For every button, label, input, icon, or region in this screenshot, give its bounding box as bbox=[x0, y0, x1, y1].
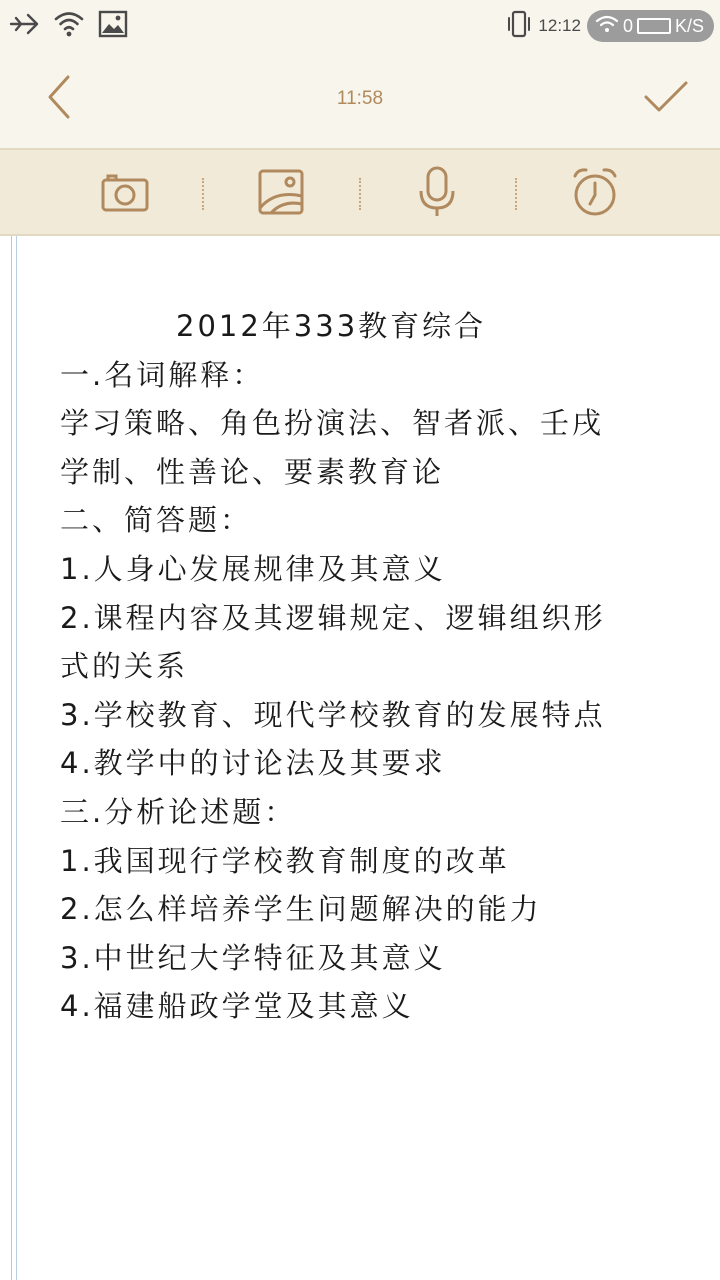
microphone-icon bbox=[417, 165, 457, 223]
insert-image-button[interactable] bbox=[253, 166, 309, 222]
note-line: 2.课程内容及其逻辑规定、逻辑组织形 bbox=[60, 600, 606, 635]
status-bar bbox=[0, 0, 720, 52]
note-line: 二、简答题： bbox=[60, 503, 253, 538]
note-title: 2012年333教育综合 bbox=[176, 309, 487, 343]
note-line: 式的关系 bbox=[60, 649, 189, 684]
image-notification-icon bbox=[98, 10, 128, 42]
note-body[interactable] bbox=[60, 302, 700, 1031]
margin-line-blue bbox=[16, 236, 17, 1280]
status-left-icons bbox=[8, 10, 128, 42]
speed-wifi-icon bbox=[595, 14, 619, 39]
status-time: 12:12 bbox=[538, 16, 581, 35]
note-line: 2.怎么样培养学生问题解决的能力 bbox=[60, 892, 542, 927]
speed-value: 0 bbox=[622, 15, 633, 36]
insert-camera-button[interactable] bbox=[97, 166, 153, 222]
separator bbox=[515, 178, 517, 210]
note-line: 3.中世纪大学特征及其意义 bbox=[60, 940, 446, 975]
note-line: 一.名词解释： bbox=[60, 357, 265, 392]
insert-voice-button[interactable] bbox=[409, 166, 465, 222]
network-speed-indicator bbox=[587, 10, 714, 42]
battery-icon bbox=[637, 18, 671, 34]
note-line: 4.教学中的讨论法及其要求 bbox=[60, 746, 446, 781]
checkmark-icon bbox=[643, 79, 689, 119]
note-line: 3.学校教育、现代学校教育的发展特点 bbox=[60, 697, 606, 732]
note-line: 三.分析论述题： bbox=[60, 794, 297, 829]
note-line: 4.福建船政学堂及其意义 bbox=[60, 989, 414, 1024]
note-line: 1.人身心发展规律及其意义 bbox=[60, 551, 446, 586]
airplane-icon bbox=[8, 8, 40, 44]
separator bbox=[359, 178, 361, 210]
vibrate-icon bbox=[506, 10, 532, 42]
wifi-icon bbox=[54, 10, 84, 42]
alarm-clock-icon bbox=[570, 166, 620, 222]
insert-reminder-button[interactable] bbox=[567, 166, 623, 222]
note-line: 学制、性善论、要素教育论 bbox=[60, 454, 445, 489]
insert-toolbar bbox=[0, 148, 720, 236]
camera-icon bbox=[100, 171, 150, 217]
confirm-button[interactable] bbox=[638, 74, 694, 124]
status-right-icons bbox=[506, 8, 714, 44]
note-toolbar bbox=[0, 52, 720, 148]
margin-line-red bbox=[11, 236, 12, 1280]
note-line: 1.我国现行学校教育制度的改革 bbox=[60, 843, 510, 878]
note-time: 11:58 bbox=[336, 88, 384, 109]
note-editor[interactable] bbox=[0, 236, 720, 1280]
separator bbox=[202, 178, 204, 210]
note-line: 学习策略、角色扮演法、智者派、壬戌 bbox=[60, 406, 605, 441]
speed-unit: K/S bbox=[674, 15, 704, 36]
image-icon bbox=[257, 168, 305, 220]
